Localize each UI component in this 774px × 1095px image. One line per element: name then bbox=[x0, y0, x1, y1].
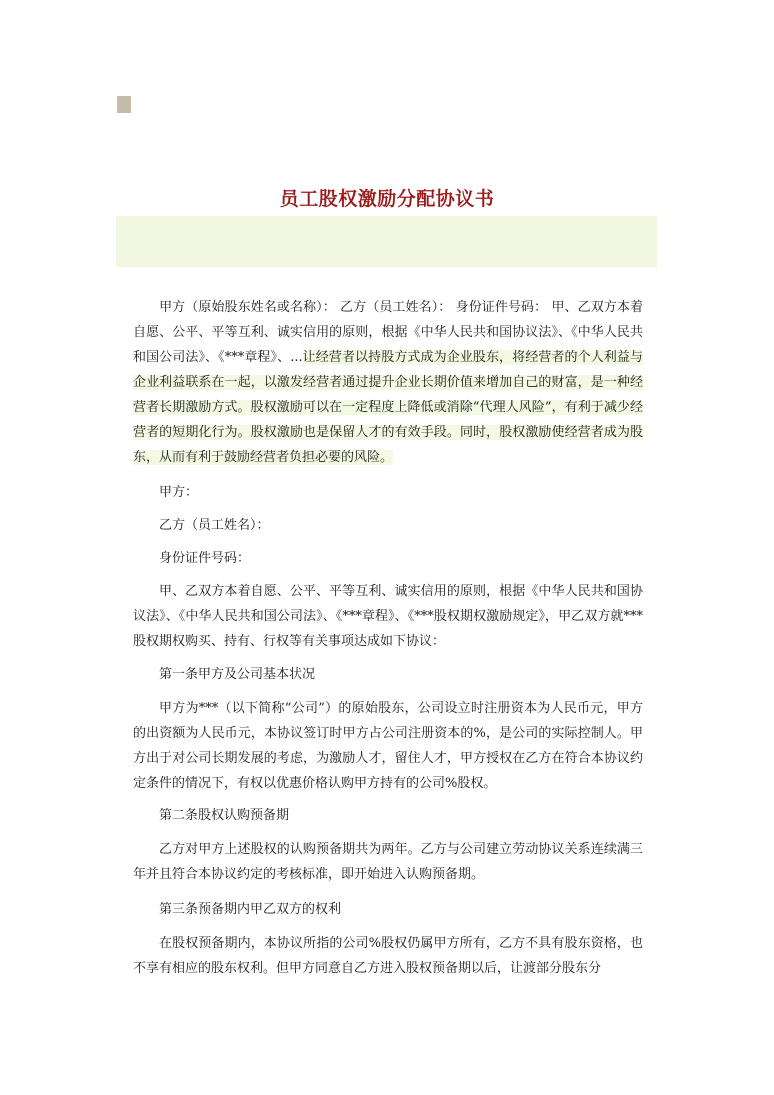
id-number-line: 身份证件号码： bbox=[159, 551, 251, 566]
article1-paragraph: 甲方为***（以下简称“公司”）的原始股东，公司设立时注册资本为人民币元，甲方的出资额为人民币元，本协议签订时甲方占公司注册资本的%，是公司的实际控制人。甲方出于对公司长期发展的考虑，为激励人才，留住人才，甲方授权在乙方在符合本协议约定条件的情况下，有权以优惠价格认购甲方持有的公司%股权。 bbox=[133, 701, 643, 791]
intro-highlighted-text: 让经营者以持股方式成为企业股东，将经营者的个人利益与企业利益联系在一起，以激发经营者通过提升企业长期价值来增加自己的财富，是一种经营者长期激励方式。股权激励可以在一定程度上降低或消除“代理人风险”，有利于减少经营者的短期化行为。股权激励也是保留人才的有效手段。同时，股权激励使经营者成为股东，从而有利于鼓励经营者负担必要的风险。 bbox=[133, 350, 643, 465]
preamble-paragraph: 甲、乙双方本着自愿、公平、平等互利、诚实信用的原则，根据《中华人民共和国协议法》、《中华人民共和国公司法》、《***章程》、《***股权期权激励规定》，甲乙双方就***股权期权购买、持有、行权等有关事项达成如下协议： bbox=[133, 584, 643, 649]
party-a-line: 甲方： bbox=[159, 485, 199, 500]
highlight-band bbox=[116, 216, 657, 267]
article2-heading: 第二条股权认购预备期 bbox=[159, 808, 290, 823]
article1-heading: 第一条甲方及公司基本状况 bbox=[159, 667, 316, 682]
intro-text: 甲方（原始股东姓名或名称）： 乙方（员工姓名）： 身份证件号码： 甲、乙双方本着自愿、公平、平等互利、诚实信用的原则，根据《中华人民共和国协议法》、《中华人民共和国公司法》、《***章程》、... bbox=[133, 300, 643, 365]
article3-heading: 第三条预备期内甲乙双方的权利 bbox=[159, 902, 342, 917]
intro-paragraph bbox=[133, 295, 643, 470]
party-b-line: 乙方（员工姓名）： bbox=[159, 518, 270, 533]
article3-paragraph: 在股权预备期内，本协议所指的公司%股权仍属甲方所有，乙方不具有股东资格，也不享有相应的股东权利。但甲方同意自乙方进入股权预备期以后，让渡部分股东分 bbox=[133, 936, 643, 976]
corner-marker bbox=[117, 96, 131, 113]
document-title: 员工股权激励分配协议书 bbox=[279, 188, 495, 210]
article2-paragraph: 乙方对甲方上述股权的认购预备期共为两年。乙方与公司建立劳动协议关系连续满三年并且符合本协议约定的考核标准，即开始进入认购预备期。 bbox=[133, 842, 643, 882]
